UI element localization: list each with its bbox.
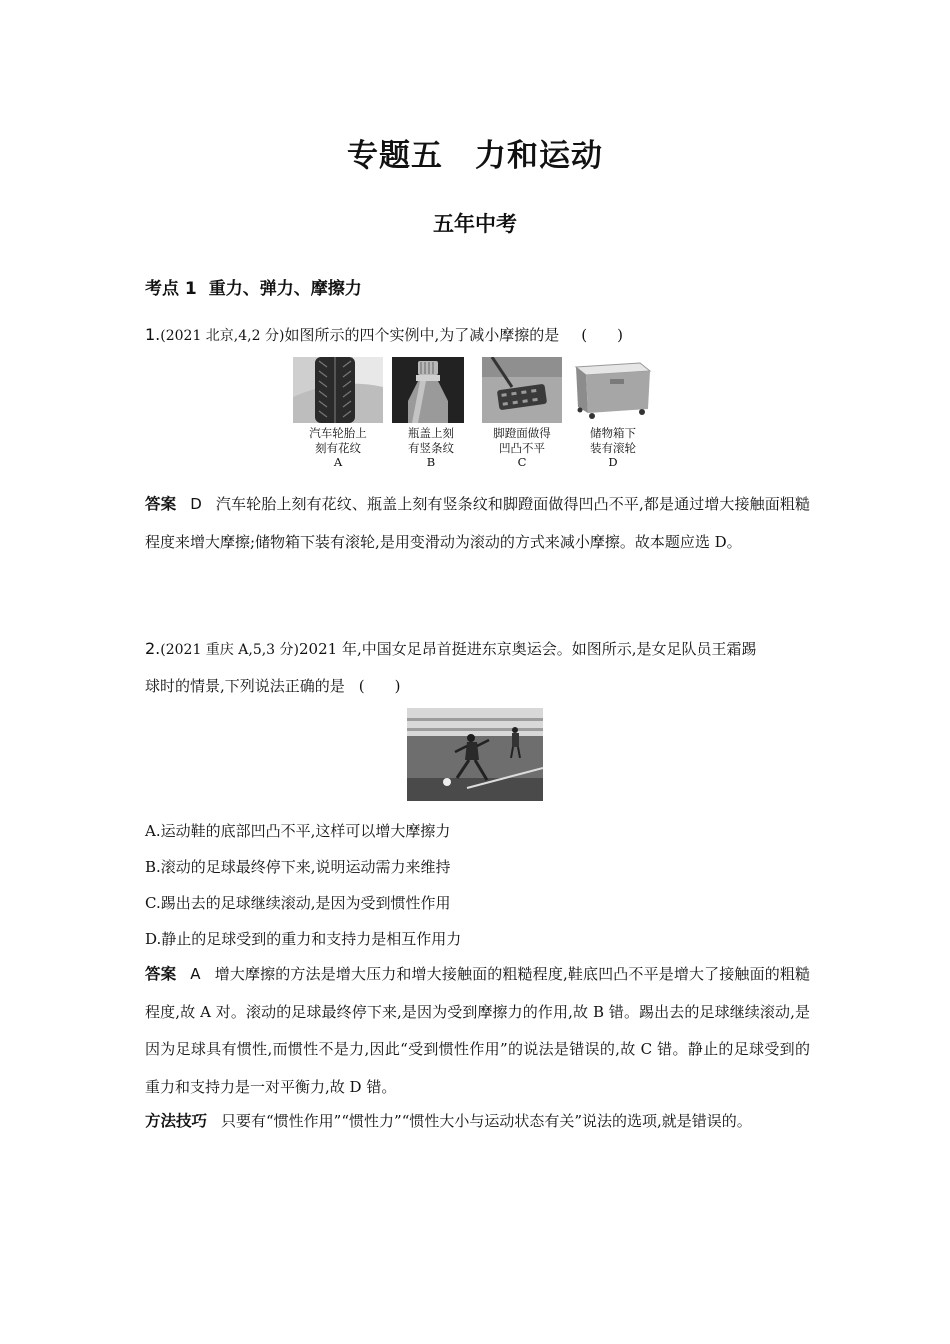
question-text: 如图所示的四个实例中,为了减小摩擦的是 <box>284 326 560 344</box>
bottle-cap-image <box>392 357 464 423</box>
question-1-stem <box>145 316 810 355</box>
question-2-stem-line-2 <box>145 668 810 705</box>
pedal-image <box>482 357 562 423</box>
caption-line-2: 凹凸不平 <box>499 440 545 455</box>
tip-text: 只要有“惯性作用”“惯性力”“惯性大小与运动状态有关”说法的选项,就是错误的。 <box>221 1112 752 1130</box>
option-b: B.滚动的足球最终停下来,说明运动需力来维持 <box>145 858 451 876</box>
option-a: A.运动鞋的底部凹凸不平,这样可以增大摩擦力 <box>145 822 451 840</box>
answer-label: 答案 <box>145 965 177 983</box>
figure-d <box>570 357 656 470</box>
tip-label: 方法技巧 <box>145 1112 208 1130</box>
caption-line-2: 装有滚轮 <box>590 440 636 455</box>
caption-letter: A <box>333 455 343 469</box>
question-2-answer <box>145 956 810 1106</box>
answer-choice: A <box>190 965 201 983</box>
question-number: 1. <box>145 325 161 344</box>
caption-letter: B <box>426 455 436 469</box>
caption-letter: D <box>608 455 618 469</box>
answer-blank: ( ) <box>581 326 623 344</box>
figure-a <box>293 357 383 470</box>
question-text: 2021 年,中国女足昂首挺进东京奥运会。如图所示,是女足队员王霜踢 <box>299 640 757 658</box>
question-source: (2021 重庆 A,5,3 分) <box>160 642 299 658</box>
option-c: C.踢出去的足球继续滚动,是因为受到惯性作用 <box>145 894 451 912</box>
section-label: 考点 1 <box>145 279 197 299</box>
question-1-answer <box>145 486 810 561</box>
answer-explanation: 增大摩擦的方法是增大压力和增大接触面的粗糙程度,鞋底凹凸不平是增大了接触面的粗糙程度,故 A 对。滚动的足球最终停下来,是因为受到摩擦力的作用,故 B 错。踢出去的足球继续滚动,是因为足球具有惯性,而惯性不是力,因此“受到惯性作用”的说法是错误的,故 C 错。静止的足球受到的重力和支持力是一对平衡力,故 D 错。 <box>145 965 810 1096</box>
method-tip <box>145 1103 810 1141</box>
storage-box-image <box>570 357 656 423</box>
question-number: 2. <box>145 639 161 658</box>
caption-line-1: 汽车轮胎上 <box>309 426 367 440</box>
caption-line-2: 刻有花纹 <box>315 440 361 455</box>
question-2-stem-line-1 <box>145 630 810 669</box>
page-title: 专题五 力和运动 <box>347 138 603 174</box>
option-d: D.静止的足球受到的重力和支持力是相互作用力 <box>145 930 462 948</box>
answer-choice: D <box>190 495 202 513</box>
soccer-photo <box>407 708 543 801</box>
caption-line-1: 瓶盖上刻 <box>408 426 454 440</box>
caption-line-1: 储物箱下 <box>590 426 636 440</box>
page-subtitle: 五年中考 <box>433 212 517 236</box>
figure-c <box>482 357 562 470</box>
section-heading <box>145 274 362 299</box>
answer-label: 答案 <box>145 495 177 513</box>
tire-image <box>293 357 383 423</box>
caption-line-2: 有竖条纹 <box>408 440 454 455</box>
section-name: 重力、弹力、摩擦力 <box>208 279 362 299</box>
question-source: (2021 北京,4,2 分) <box>160 328 285 344</box>
question-text-continued: 球时的情景,下列说法正确的是 <box>145 677 345 695</box>
question-1-figures <box>293 357 663 472</box>
figure-b <box>392 357 470 470</box>
answer-explanation: 汽车轮胎上刻有花纹、瓶盖上刻有竖条纹和脚蹬面做得凹凸不平,都是通过增大接触面粗糙程度来增大摩擦;储物箱下装有滚轮,是用变滑动为滚动的方式来减小摩擦。故本题应选 D。 <box>145 495 810 551</box>
answer-blank: ( ) <box>358 677 401 695</box>
caption-line-1: 脚蹬面做得 <box>493 426 551 440</box>
caption-letter: C <box>517 455 527 469</box>
